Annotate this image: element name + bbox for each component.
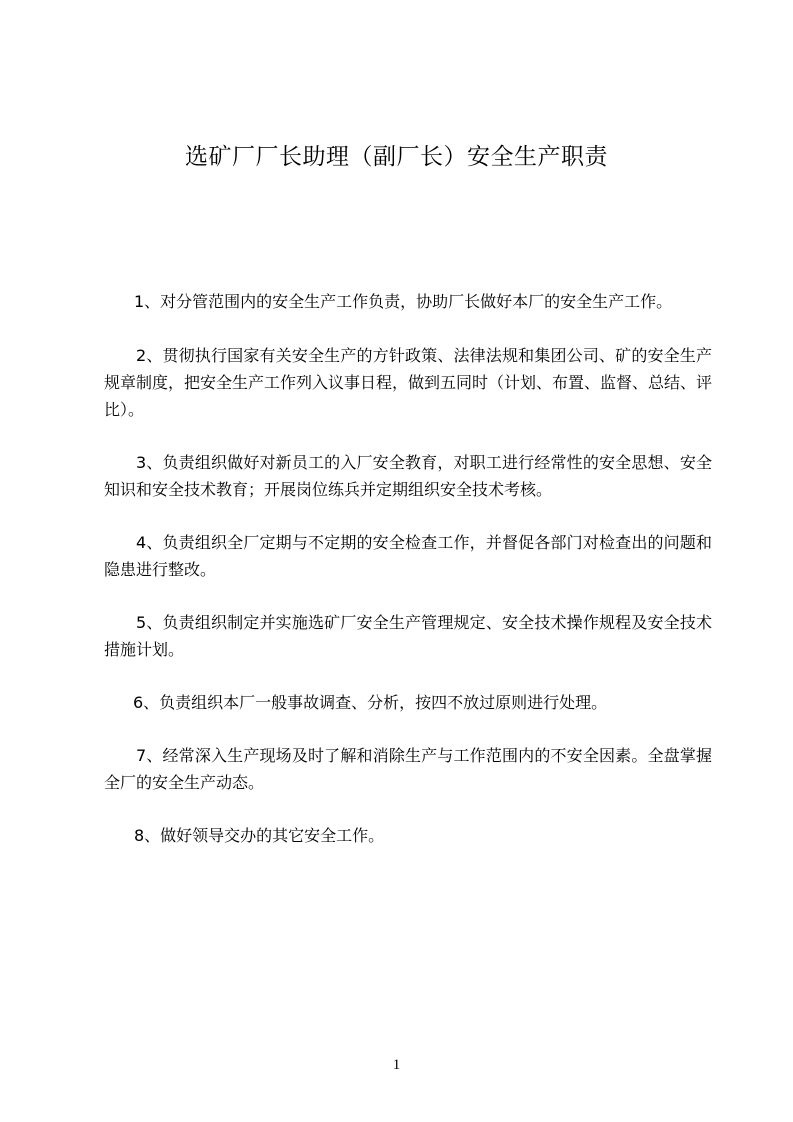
page-number: 1: [392, 1057, 401, 1073]
duty-item-3: 3、负责组织做好对新员工的入厂安全教育，对职工进行经常性的安全思想、安全知识和安全技术教育；开展岗位练兵并定期组织安全技术考核。: [104, 453, 712, 499]
duty-item-2: 2、贯彻执行国家有关安全生产的方针政策、法律法规和集团公司、矿的安全生产规章制度，把安全生产工作列入议事日程，做到五同时（计划、布置、监督、总结、评比）。: [104, 346, 713, 419]
duty-item-8: 8、做好领导交办的其它安全工作。: [134, 826, 385, 845]
duty-item-5: 5、负责组织制定并实施选矿厂安全生产管理规定、安全技术操作规程及安全技术措施计划。: [104, 613, 712, 659]
duty-item-4: 4、负责组织全厂定期与不定期的安全检查工作，并督促各部门对检查出的问题和隐患进行整改。: [104, 533, 712, 579]
page-title: 选矿厂厂长助理（副厂长）安全生产职责: [185, 144, 608, 170]
duty-item-7: 7、经常深入生产现场及时了解和消除生产与工作范围内的不安全因素。全盘掌握全厂的安全生产动态。: [104, 746, 712, 792]
duty-item-1: 1、对分管范围内的安全生产工作负责，协助厂长做好本厂的安全生产工作。: [134, 292, 673, 311]
duty-item-6: 6、负责组织本厂一般事故调查、分析，按四不放过原则进行处理。: [133, 693, 608, 712]
